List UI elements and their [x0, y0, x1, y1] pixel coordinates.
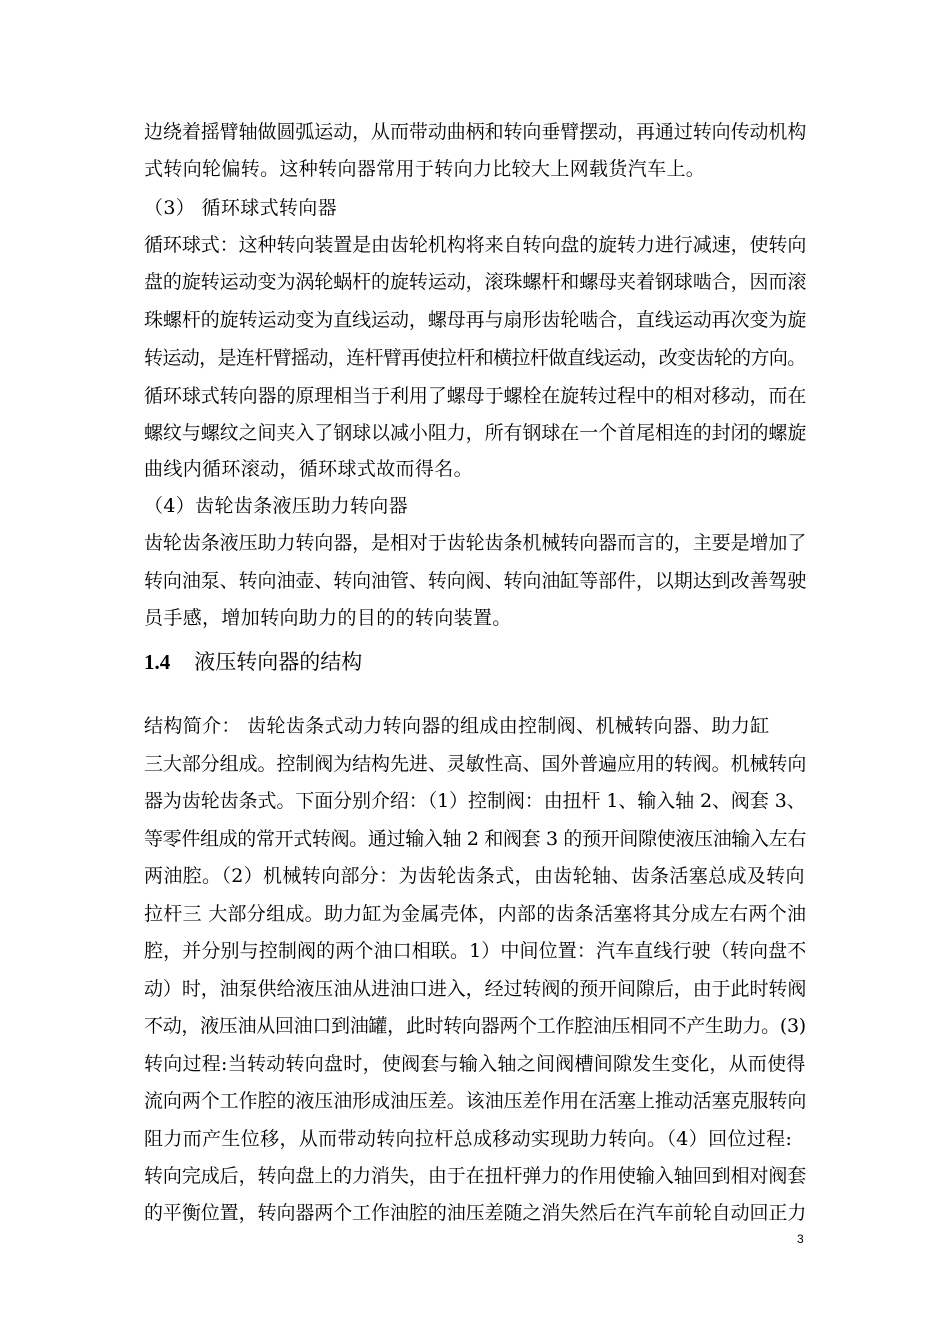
- list-heading-3: （3） 循环球式转向器: [144, 197, 337, 219]
- text-line: 腔，并分别与控制阀的两个油口相联。1）中间位置：汽车直线行驶（转向盘不: [144, 940, 807, 962]
- text-line: 循环球式：这种转向装置是由齿轮机构将来自转向盘的旋转力进行减速，使转向: [144, 234, 807, 256]
- section-heading: [144, 648, 362, 676]
- text-line: 循环球式转向器的原理相当于利用了螺母于螺栓在旋转过程中的相对移动，而在: [144, 385, 807, 407]
- text-line: 盘的旋转运动变为涡轮蜗杆的旋转运动，滚珠螺杆和螺母夹着钢球啮合，因而滚: [144, 271, 807, 293]
- text-line: 三大部分组成。控制阀为结构先进、灵敏性高、国外普遍应用的转阀。机械转向: [144, 753, 807, 775]
- section-number: 1.4: [144, 650, 171, 674]
- text-line: 员手感，增加转向助力的目的的转向装置。: [144, 607, 512, 629]
- text-line: 转向完成后，转向盘上的力消失，由于在扭杆弹力的作用使输入轴回到相对阀套: [144, 1165, 807, 1187]
- text-line: 不动，液压油从回油口到油罐，此时转向器两个工作腔油压相同不产生助力。(3): [144, 1015, 806, 1037]
- text-line: 等零件组成的常开式转阀。通过输入轴 2 和阀套 3 的预开间隙使液压油输入左右: [144, 828, 806, 850]
- text-line: 拉杆三 大部分组成。助力缸为金属壳体，内部的齿条活塞将其分成左右两个油: [144, 903, 807, 925]
- text-line: 转向油泵、转向油壶、转向油管、转向阀、转向油缸等部件，以期达到改善驾驶: [144, 570, 807, 592]
- text-line: 转向过程:当转动转向盘时，使阀套与输入轴之间阀槽间隙发生变化，从而使得: [144, 1053, 806, 1075]
- text-line: 边绕着摇臂轴做圆弧运动，从而带动曲柄和转向垂臂摆动，再通过转向传动机构: [144, 121, 807, 143]
- text-line: 器为齿轮齿条式。下面分别介绍：（1）控制阀：由扭杆 1、输入轴 2、阀套 3、: [144, 790, 806, 812]
- text-line: 动）时，油泵供给液压油从进油口进入，经过转阀的预开间隙后，由于此时转阀: [144, 978, 807, 1000]
- list-heading-4: （4）齿轮齿条液压助力转向器: [144, 495, 408, 517]
- text-line: 珠螺杆的旋转运动变为直线运动，螺母再与扇形齿轮啮合，直线运动再次变为旋: [144, 309, 807, 331]
- text-line: 转运动，是连杆臂摇动，连杆臂再使拉杆和横拉杆做直线运动，改变齿轮的方向。: [144, 347, 806, 369]
- text-line: 的平衡位置，转向器两个工作油腔的油压差随之消失然后在汽车前轮自动回正力: [144, 1202, 807, 1224]
- text-line: 齿轮齿条液压助力转向器，是相对于齿轮齿条机械转向器而言的，主要是增加了: [144, 532, 807, 554]
- text-line: 流向两个工作腔的液压油形成油压差。该油压差作用在活塞上推动活塞克服转向: [144, 1090, 807, 1112]
- section-title: 液压转向器的结构: [194, 650, 363, 674]
- text-line: 两油腔。（2）机械转向部分：为齿轮齿条式，由齿轮轴、齿条活塞总成及转向: [144, 865, 805, 887]
- text-line: 曲线内循环滚动，循环球式故而得名。: [144, 458, 473, 480]
- text-line: 式转向轮偏转。这种转向器常用于转向力比较大上网载货汽车上。: [144, 158, 706, 180]
- page-number: 3: [797, 1232, 804, 1246]
- text-line: 阻力而产生位移，从而带动转向拉杆总成移动实现助力转向。（4）回位过程:: [144, 1128, 793, 1150]
- text-line: 螺纹与螺纹之间夹入了钢球以减小阻力，所有钢球在一个首尾相连的封闭的螺旋: [144, 422, 807, 444]
- text-line: 结构简介： 齿轮齿条式动力转向器的组成由控制阀、机械转向器、助力缸: [144, 715, 770, 737]
